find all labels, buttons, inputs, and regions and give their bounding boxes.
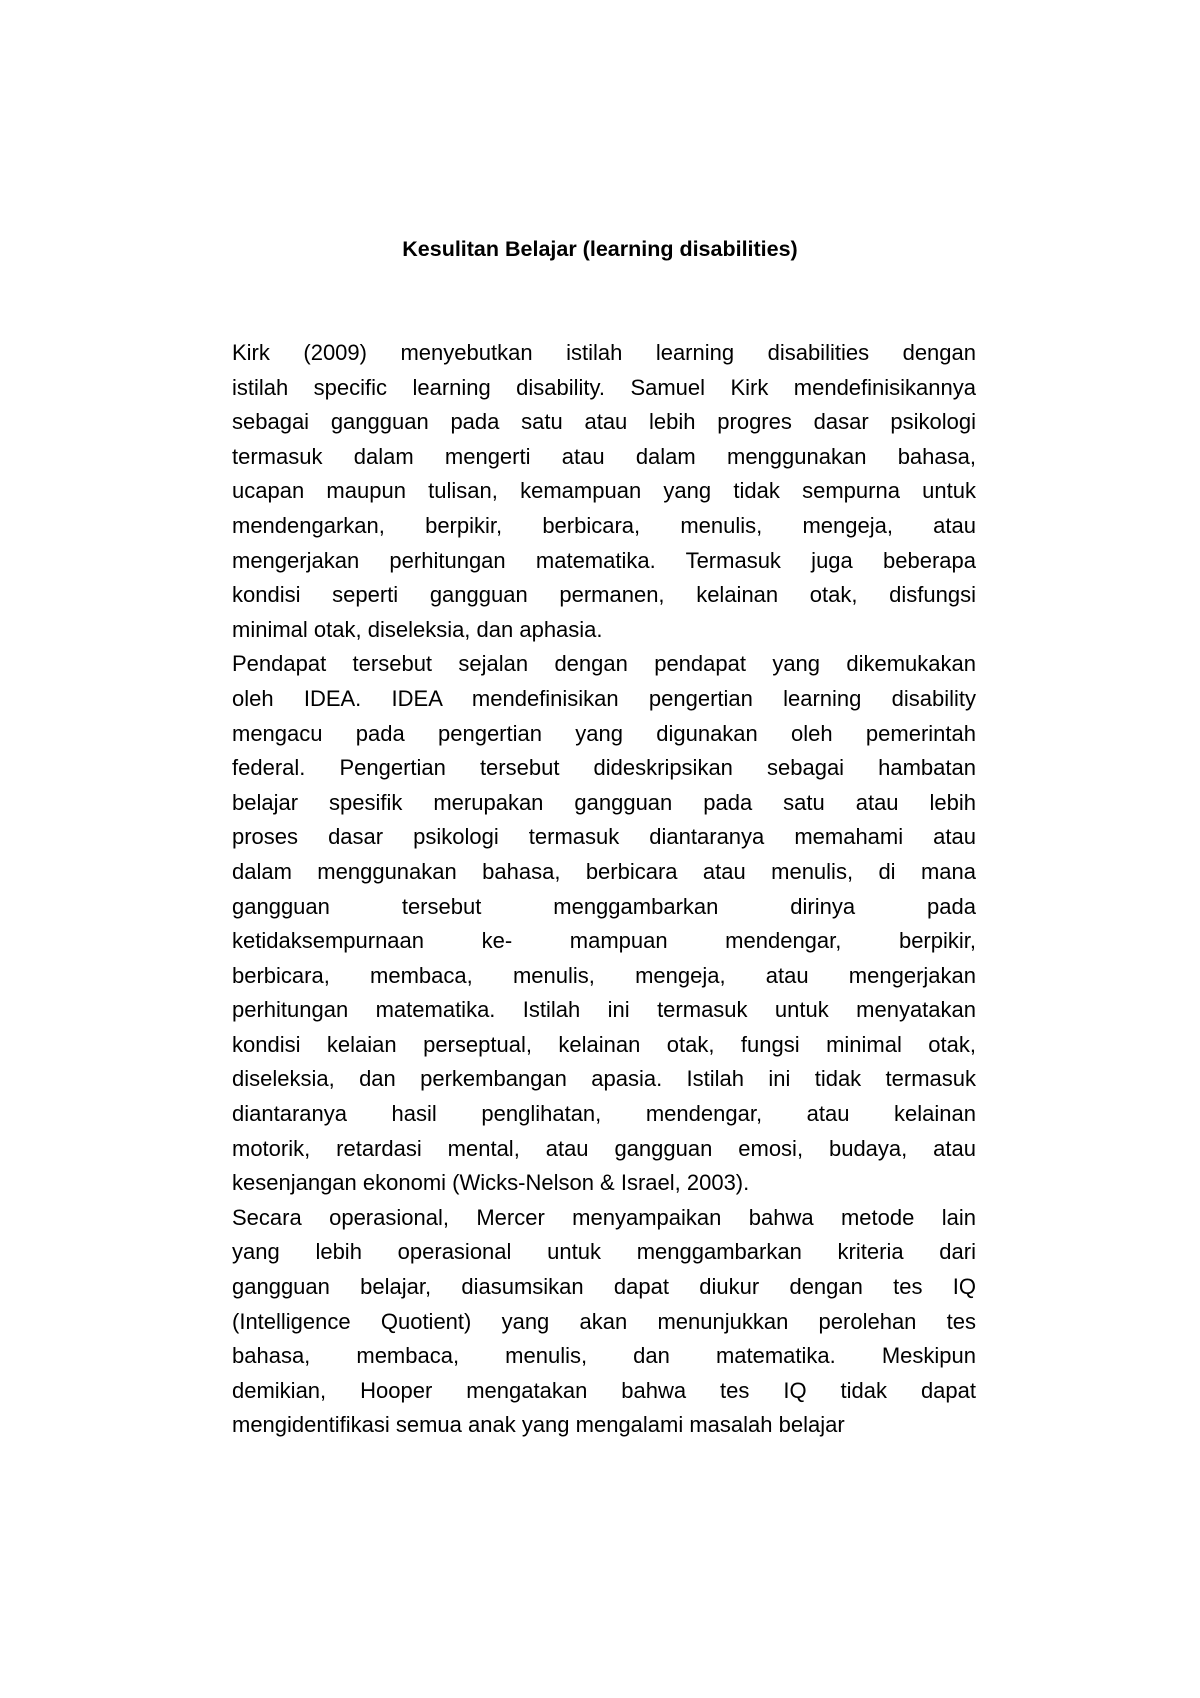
text-line: proses dasar psikologi termasuk diantaranya memahami atau bbox=[232, 824, 976, 850]
text-line: perhitungan matematika. Istilah ini termasuk untuk menyatakan bbox=[232, 997, 976, 1023]
text-line: dalam menggunakan bahasa, berbicara atau menulis, di mana bbox=[232, 858, 976, 884]
text-line: kesenjangan ekonomi (Wicks-Nelson & Israel, 2003). bbox=[232, 1170, 750, 1196]
text-line: termasuk dalam mengerti atau dalam menggunakan bahasa, bbox=[232, 443, 976, 469]
text-line: diantaranya hasil penglihatan, mendengar, atau kelainan bbox=[232, 1101, 976, 1127]
text-line: yang lebih operasional untuk menggambarkan kriteria dari bbox=[232, 1239, 976, 1265]
text-line: belajar spesifik merupakan gangguan pada satu atau lebih bbox=[232, 789, 976, 815]
paragraph bbox=[232, 336, 976, 647]
text-line: minimal otak, diseleksia, dan aphasia. bbox=[232, 616, 603, 642]
text-line: motorik, retardasi mental, atau gangguan emosi, budaya, atau bbox=[232, 1135, 976, 1161]
text-line: (Intelligence Quotient) yang akan menunjukkan perolehan tes bbox=[232, 1308, 976, 1334]
text-line: Kirk (2009) menyebutkan istilah learning disabilities dengan bbox=[232, 340, 976, 365]
text-line: bahasa, membaca, menulis, dan matematika. Meskipun bbox=[232, 1343, 976, 1369]
document-title: Kesulitan Belajar (learning disabilities) bbox=[402, 237, 798, 261]
text-line: federal. Pengertian tersebut dideskripsikan sebagai hambatan bbox=[232, 755, 976, 781]
text-line: kondisi kelaian perseptual, kelainan otak, fungsi minimal otak, bbox=[232, 1031, 976, 1057]
text-line: Pendapat tersebut sejalan dengan pendapat yang dikemukakan bbox=[232, 651, 976, 677]
text-line: sebagai gangguan pada satu atau lebih progres dasar psikologi bbox=[232, 409, 976, 435]
text-line: berbicara, membaca, menulis, mengeja, atau mengerjakan bbox=[232, 962, 976, 988]
paragraph bbox=[232, 647, 976, 1201]
paragraph bbox=[232, 1201, 976, 1443]
text-line: gangguan tersebut menggambarkan dirinya pada bbox=[232, 893, 976, 919]
text-line: mengidentifikasi semua anak yang mengalami masalah belajar bbox=[232, 1412, 845, 1438]
text-line: mengerjakan perhitungan matematika. Termasuk juga beberapa bbox=[232, 547, 976, 573]
text-line: Secara operasional, Mercer menyampaikan bahwa metode lain bbox=[232, 1204, 976, 1230]
text-line: gangguan belajar, diasumsikan dapat diukur dengan tes IQ bbox=[232, 1274, 976, 1300]
text-line: ucapan maupun tulisan, kemampuan yang tidak sempurna untuk bbox=[232, 478, 976, 504]
document-body bbox=[232, 336, 976, 1443]
text-line: demikian, Hooper mengatakan bahwa tes IQ tidak dapat bbox=[232, 1377, 976, 1403]
text-line: istilah specific learning disability. Samuel Kirk mendefinisikannya bbox=[232, 374, 976, 400]
text-line: mendengarkan, berpikir, berbicara, menulis, mengeja, atau bbox=[232, 512, 976, 538]
text-line: diseleksia, dan perkembangan apasia. Istilah ini tidak termasuk bbox=[232, 1066, 976, 1092]
text-line: mengacu pada pengertian yang digunakan oleh pemerintah bbox=[232, 720, 976, 746]
text-line: oleh IDEA. IDEA mendefinisikan pengertian learning disability bbox=[232, 685, 976, 711]
text-line: ketidaksempurnaan ke- mampuan mendengar, berpikir, bbox=[232, 928, 976, 954]
text-line: kondisi seperti gangguan permanen, kelainan otak, disfungsi bbox=[232, 582, 976, 608]
